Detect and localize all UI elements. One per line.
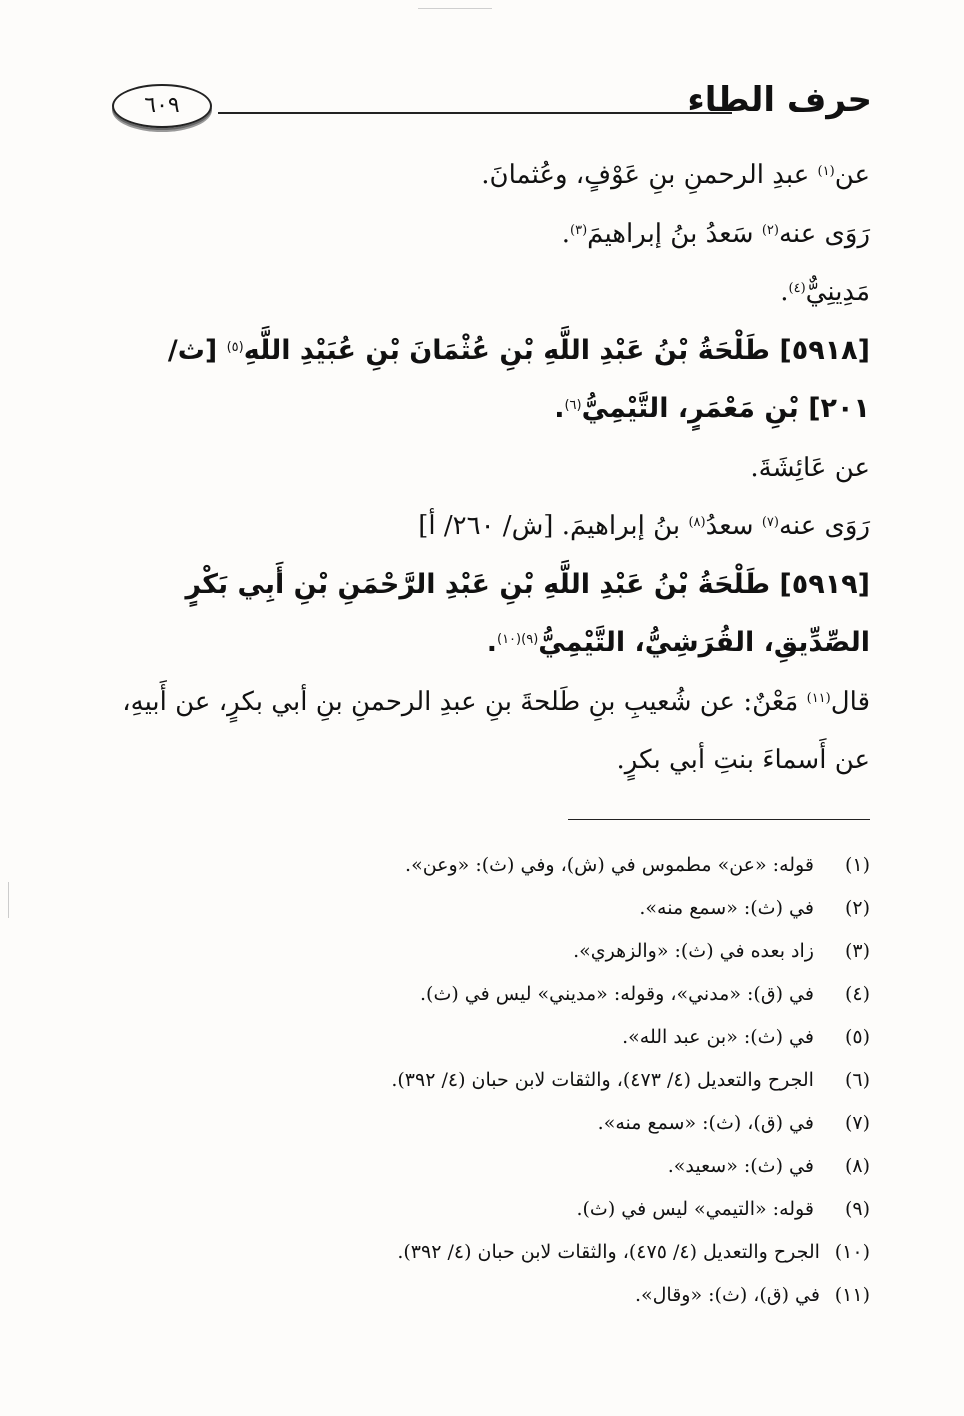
- text-segment: سَعدُ بنُ إبراهيمَ: [587, 218, 762, 249]
- text-segment: رَوَى عنه: [778, 511, 870, 541]
- footnote-item: [118, 1231, 870, 1274]
- footnote-text: في (ق)، (ث): «سمع منه».: [597, 1112, 814, 1134]
- footnote-ref[interactable]: (٢): [761, 222, 779, 238]
- footnote-text: في (ث): «بن عبد الله».: [622, 1026, 814, 1048]
- paragraph-3: [118, 263, 870, 322]
- header-rule: [218, 112, 732, 114]
- text-segment: مَدِينِيٌّ: [805, 277, 870, 307]
- footnote-number: (١): [844, 854, 870, 876]
- text-segment: مَعْنٌ: عن شُعيبِ بنِ طَلحةَ بنِ عبدِ الرحمنِ بنِ أبي بكرٍ، عن أَبيهِ، عن أَسماءَ بنتِ أبي بكرٍ.: [122, 686, 870, 775]
- running-title: حرف الطاء: [687, 80, 872, 120]
- footnote-ref[interactable]: (١١): [806, 690, 831, 706]
- footnote-number: (٨): [844, 1155, 870, 1177]
- main-text: [118, 146, 870, 790]
- footnote-number: (١٠): [834, 1241, 870, 1263]
- footnote-number: (٦): [844, 1069, 870, 1091]
- footnote-ref[interactable]: (٥): [226, 339, 244, 355]
- footnote-ref[interactable]: (٨): [688, 515, 706, 530]
- footnote-number: (١١): [834, 1284, 870, 1306]
- footnote-text: الجرح والتعديل (٤/ ٤٧٣)، والثقات لابن حبان (٤/ ٣٩٢).: [391, 1069, 814, 1091]
- footnote-text: قوله: «التيمي» ليس في (ث).: [576, 1198, 814, 1220]
- entry-heading: [٥٩١٩] طَلْحَةُ بْنُ عَبْدِ اللَّهِ بْنِ عَبْدِ الرَّحْمَنِ بْنِ أَبِي بَكْرٍ الصِّدِّيقِ، القُرَشِيُّ، التَّيْمِيُّ: [185, 568, 870, 658]
- footnote-ref[interactable]: (٧): [761, 515, 779, 530]
- footnote-rule: [568, 819, 870, 820]
- footnote-item: [118, 844, 870, 887]
- footnote-ref[interactable]: (١): [817, 164, 835, 179]
- footnote-item: [118, 930, 870, 973]
- paragraph-4: [118, 439, 870, 498]
- footnote-item: [118, 1059, 870, 1102]
- text-segment: .: [780, 277, 789, 307]
- footnote-text: في (ق)، (ث): «وقال».: [634, 1284, 820, 1306]
- footnote-item: [118, 1016, 870, 1059]
- footnote-text: في (ث): «سعيد».: [667, 1155, 814, 1177]
- footnote-number: (٧): [844, 1112, 870, 1134]
- footnote-number: (٥): [844, 1026, 870, 1048]
- footnote-number: (٩): [844, 1198, 870, 1220]
- entry-5918: [118, 322, 870, 439]
- paragraph-1: [118, 146, 870, 205]
- text-segment: عن عَائِشَةَ.: [750, 452, 870, 483]
- footnote-ref[interactable]: (٣): [570, 222, 588, 238]
- footnote-item: [118, 1145, 870, 1188]
- top-edge-mark: [418, 8, 492, 9]
- text-segment: سعدُ: [705, 511, 762, 541]
- text-segment: عبدِ الرحمنِ بنِ عَوْفٍ، وعُثمانَ.: [481, 160, 818, 190]
- footnote-text: في (ث): «سمع منه».: [639, 897, 814, 919]
- paragraph-6: [118, 673, 870, 790]
- text-segment: .: [561, 218, 570, 249]
- footnote-item: [118, 973, 870, 1016]
- entry-heading: [٥٩١٨] طَلْحَةُ بْنُ عَبْدِ اللَّهِ بْنِ عُثْمَانَ بْنِ عُبَيْدِ اللَّهِ: [243, 334, 870, 366]
- page-header: [112, 78, 872, 134]
- footnote-item: [118, 1274, 870, 1317]
- footnote-text: الجرح والتعديل (٤/ ٤٧٥)، والثقات لابن حبان (٤/ ٣٩٢).: [397, 1241, 820, 1263]
- footnote-ref[interactable]: (٩)(١٠): [497, 632, 539, 647]
- page-number: ٦٠٩: [144, 93, 180, 118]
- footnote-ref[interactable]: (٦): [564, 398, 582, 413]
- footnote-text: زاد بعده في (ث): «والزهري».: [573, 940, 814, 962]
- footnote-text: في (ق): «مدني»، وقوله: «مديني» ليس في (ث).: [420, 983, 814, 1005]
- footnote-ref[interactable]: (٤): [788, 281, 806, 296]
- footnote-number: (٢): [844, 897, 870, 919]
- footnote-number: (٤): [844, 983, 870, 1005]
- text-segment: قال: [830, 686, 870, 717]
- text-segment: رَوَى عنه: [778, 218, 870, 249]
- footnote-item: [118, 887, 870, 930]
- text-segment: بنُ إبراهيمَ. [ش/ ٢٦٠/ أ]: [418, 511, 689, 541]
- footnote-text: قوله: «عن» مطموس في (ش)، وفي (ث): «وعن».: [405, 854, 814, 876]
- margin-mark: [8, 882, 9, 918]
- footnote-number: (٣): [844, 940, 870, 962]
- footnote-item: [118, 1188, 870, 1231]
- entry-5919: [118, 556, 870, 673]
- paragraph-2: [118, 205, 870, 264]
- page-number-badge: [112, 84, 212, 128]
- entry-heading: [ث/ ٢٠١] بْنِ مَعْمَرٍ، التَّيْمِيُّ: [167, 334, 870, 424]
- text-segment: .: [554, 393, 565, 424]
- text-segment: .: [486, 627, 497, 658]
- footnotes: [118, 844, 870, 1317]
- footnote-item: [118, 1102, 870, 1145]
- paragraph-5: [118, 497, 870, 556]
- text-segment: عن: [834, 160, 870, 190]
